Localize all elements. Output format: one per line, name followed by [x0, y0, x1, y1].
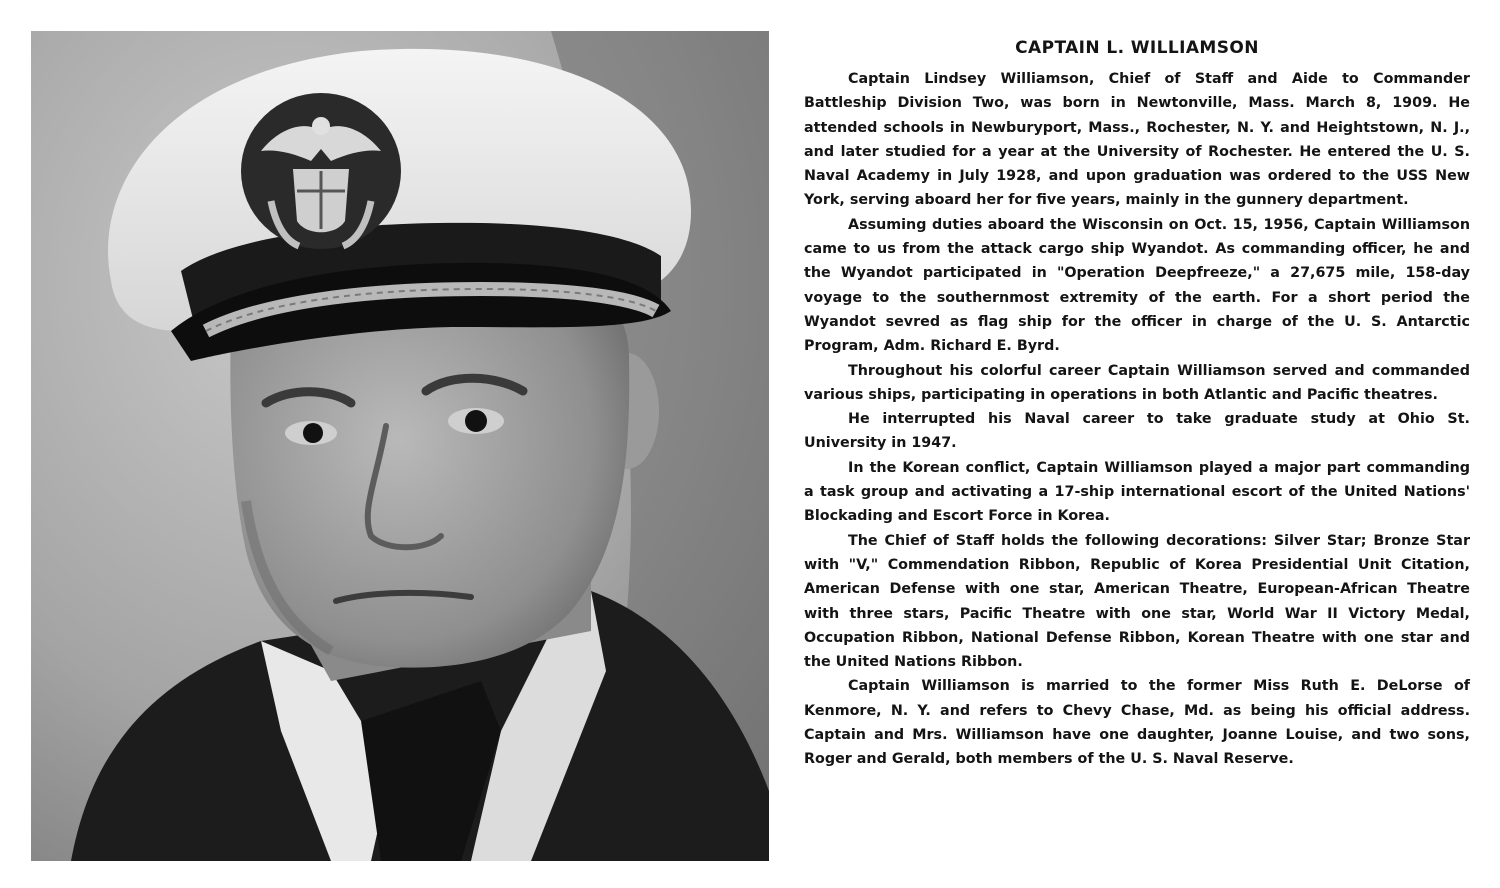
- bio-paragraph-birth: Captain Lindsey Williamson, Chief of Staff and Aide to Commander Battleship Division Two, was born in Newtonville, Mass. March 8, 1909. He attended schools in Newburyport, Mass., Rochester, N. Y. and Heightstown, N. J., and later studied for a year at the University of Rochester. He entered the U. S. Naval Academy in July 1928, and upon graduation was ordered to the USS New York, serving aboard her for five years, mainly in the gunnery department.: [804, 71, 1470, 209]
- portrait-photo: [31, 31, 769, 861]
- bio-paragraph-family: Captain Williamson is married to the former Miss Ruth E. DeLorse of Kenmore, N. Y. and refers to Chevy Chase, Md. as being his official address. Captain and Mrs. Williamson have one daughter, Joanne Louise, and two sons, Roger and Gerald, both members of the U. S. Naval Reserve.: [804, 678, 1470, 768]
- biography-title: CAPTAIN L. WILLIAMSON: [1015, 38, 1259, 58]
- cap-badge-emblem: [241, 93, 401, 249]
- bio-paragraph-decorations: The Chief of Staff holds the following decorations: Silver Star; Bronze Star with "V," Commendation Ribbon, Republic of Korea Presidential Unit Citation, American Defense with one star, American Theatre, European-African Theatre with three stars, Pacific Theatre with one star, World War II Victory Medal, Occupation Ribbon, National Defense Ribbon, Korean Theatre with one star and the United Nations Ribbon.: [804, 532, 1470, 671]
- right-pupil: [465, 410, 487, 432]
- bio-paragraph-korea: In the Korean conflict, Captain Williamson played a major part commanding a task group and activating a 17-ship international escort of the United Nations' Blockading and Escort Force in Korea.: [804, 459, 1470, 525]
- bio-paragraph-wisconsin: Assuming duties aboard the Wisconsin on Oct. 15, 1956, Captain Williamson came to us from the attack cargo ship Wyandot. As commanding officer, he and the Wyandot participated in "Operation Deepfreeze," a 27,675 mile, 158-day voyage to the southernmost extremity of the earth. For a short period the Wyandot sevred as flag ship for the officer in charge of the U. S. Antarctic Program, Adm. Richard E. Byrd.: [804, 216, 1470, 355]
- portrait-illustration: [31, 31, 769, 861]
- bio-paragraph-graduate-study: He interrupted his Naval career to take graduate study at Ohio St. University in 1947.: [804, 411, 1470, 452]
- biography: [804, 36, 1470, 772]
- left-pupil: [303, 423, 323, 443]
- bio-paragraph-career: Throughout his colorful career Captain Williamson served and commanded various ships, participating in operations in both Atlantic and Pacific theatres.: [804, 362, 1470, 403]
